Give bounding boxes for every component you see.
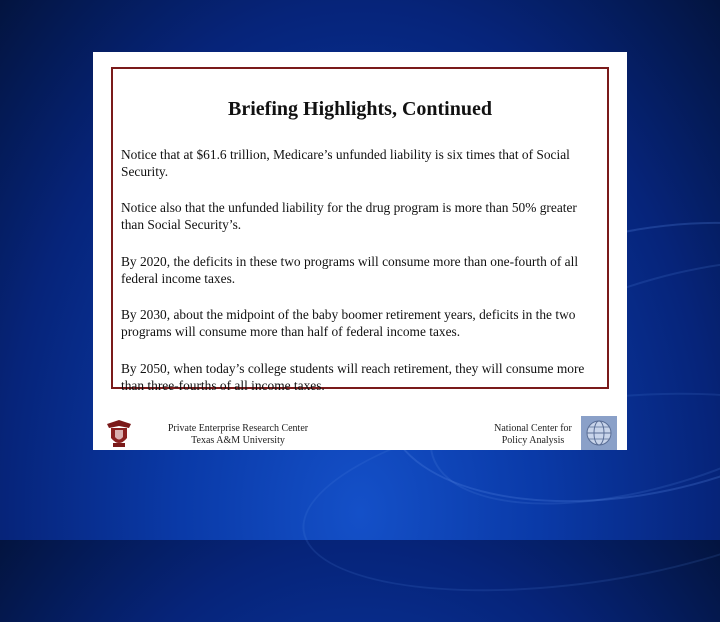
slide-title: Briefing Highlights, Continued xyxy=(228,98,492,120)
slide-footer xyxy=(93,414,627,450)
paragraph-2030: By 2030, about the midpoint of the baby boomer retirement years, deficits in the two programs will consume more than half of federal income taxes. xyxy=(121,307,576,339)
texas-am-eagle-seal-icon xyxy=(105,418,133,448)
paragraph-medicare-liability: Notice that at $61.6 trillion, Medicare’s unfunded liability is six times that of Social Security. xyxy=(121,147,570,179)
perc-org-name xyxy=(143,423,333,447)
paragraph-2050: By 2050, when today’s college students will reach retirement, they will consume more than three-fourths of all income taxes. xyxy=(121,361,585,393)
paragraph-drug-program: Notice also that the unfunded liability for the drug program is more than 50% greater than Social Security’s. xyxy=(121,200,577,232)
ncpa-org-line1: National Center for xyxy=(494,423,572,434)
perc-org-line1: Private Enterprise Research Center xyxy=(167,423,309,434)
slide-content xyxy=(93,52,627,450)
perc-org-line2: Texas A&M University xyxy=(191,435,285,446)
content-frame xyxy=(111,67,609,393)
ncpa-org-line2: Policy Analysis xyxy=(501,435,565,446)
paragraph-2020: By 2020, the deficits in these two programs will consume more than one-fourth of all federal income taxes. xyxy=(121,254,579,286)
ncpa-globe-logo-icon xyxy=(581,416,617,450)
ncpa-org-name xyxy=(473,423,593,447)
